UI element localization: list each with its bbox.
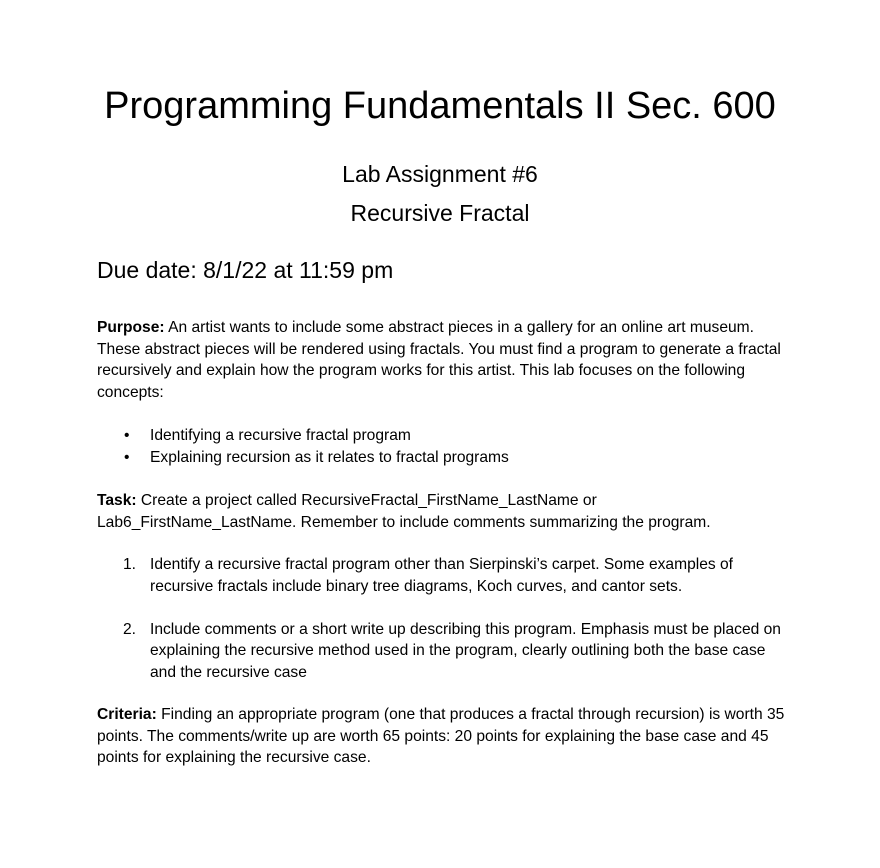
lab-topic-heading: Recursive Fractal <box>350 200 530 226</box>
criteria-text: Finding an appropriate program (one that produces a fractal through recursion) is worth 35 points. The comments/write up are worth 65 points: 20 points for explaining the base case and 45 points for explaining the recursive case. <box>97 706 785 766</box>
purpose-text: An artist wants to include some abstract pieces in a gallery for an online art museum. These abstract pieces will be rendered using fractals. You must find a program to generate a fractal recursively and explain how the program works for this artist. This lab focuses on the following concepts: <box>97 319 781 401</box>
list-item <box>97 554 787 597</box>
due-date: Due date: 8/1/22 at 11:59 pm <box>97 257 394 283</box>
criteria-label: Criteria: <box>97 706 157 723</box>
step-text: Include comments or a short write up describing this program. Emphasis must be placed on explaining the recursive method used in the program, clearly outlining both the base case and the recursive case <box>150 620 781 681</box>
concepts-list <box>97 425 509 468</box>
bullet-icon: • <box>124 448 130 466</box>
list-item-text: Identifying a recursive fractal program <box>150 427 411 444</box>
task-paragraph <box>97 490 797 533</box>
list-item-text: Explaining recursion as it relates to fractal programs <box>150 448 509 466</box>
purpose-paragraph <box>97 317 797 403</box>
task-text: Create a project called RecursiveFractal_FirstName_LastName or Lab6_FirstName_LastName. Remember to include comments summarizing the program. <box>97 492 711 531</box>
criteria-paragraph <box>97 704 797 769</box>
step-number: 1. <box>123 556 137 573</box>
list-item <box>97 447 509 469</box>
list-item <box>97 619 787 684</box>
step-number: 2. <box>123 620 137 638</box>
lab-number-heading: Lab Assignment #6 <box>342 161 538 187</box>
steps-list <box>97 554 787 683</box>
list-item <box>97 425 509 447</box>
page-title: Programming Fundamentals II Sec. 600 <box>104 85 776 127</box>
purpose-label: Purpose: <box>97 319 165 336</box>
step-text: Identify a recursive fractal program other than Sierpinski’s carpet. Some examples of recursive fractals include binary tree diagrams, Koch curves, and cantor sets. <box>150 556 734 595</box>
task-label: Task: <box>97 492 137 509</box>
bullet-icon: • <box>124 427 130 444</box>
